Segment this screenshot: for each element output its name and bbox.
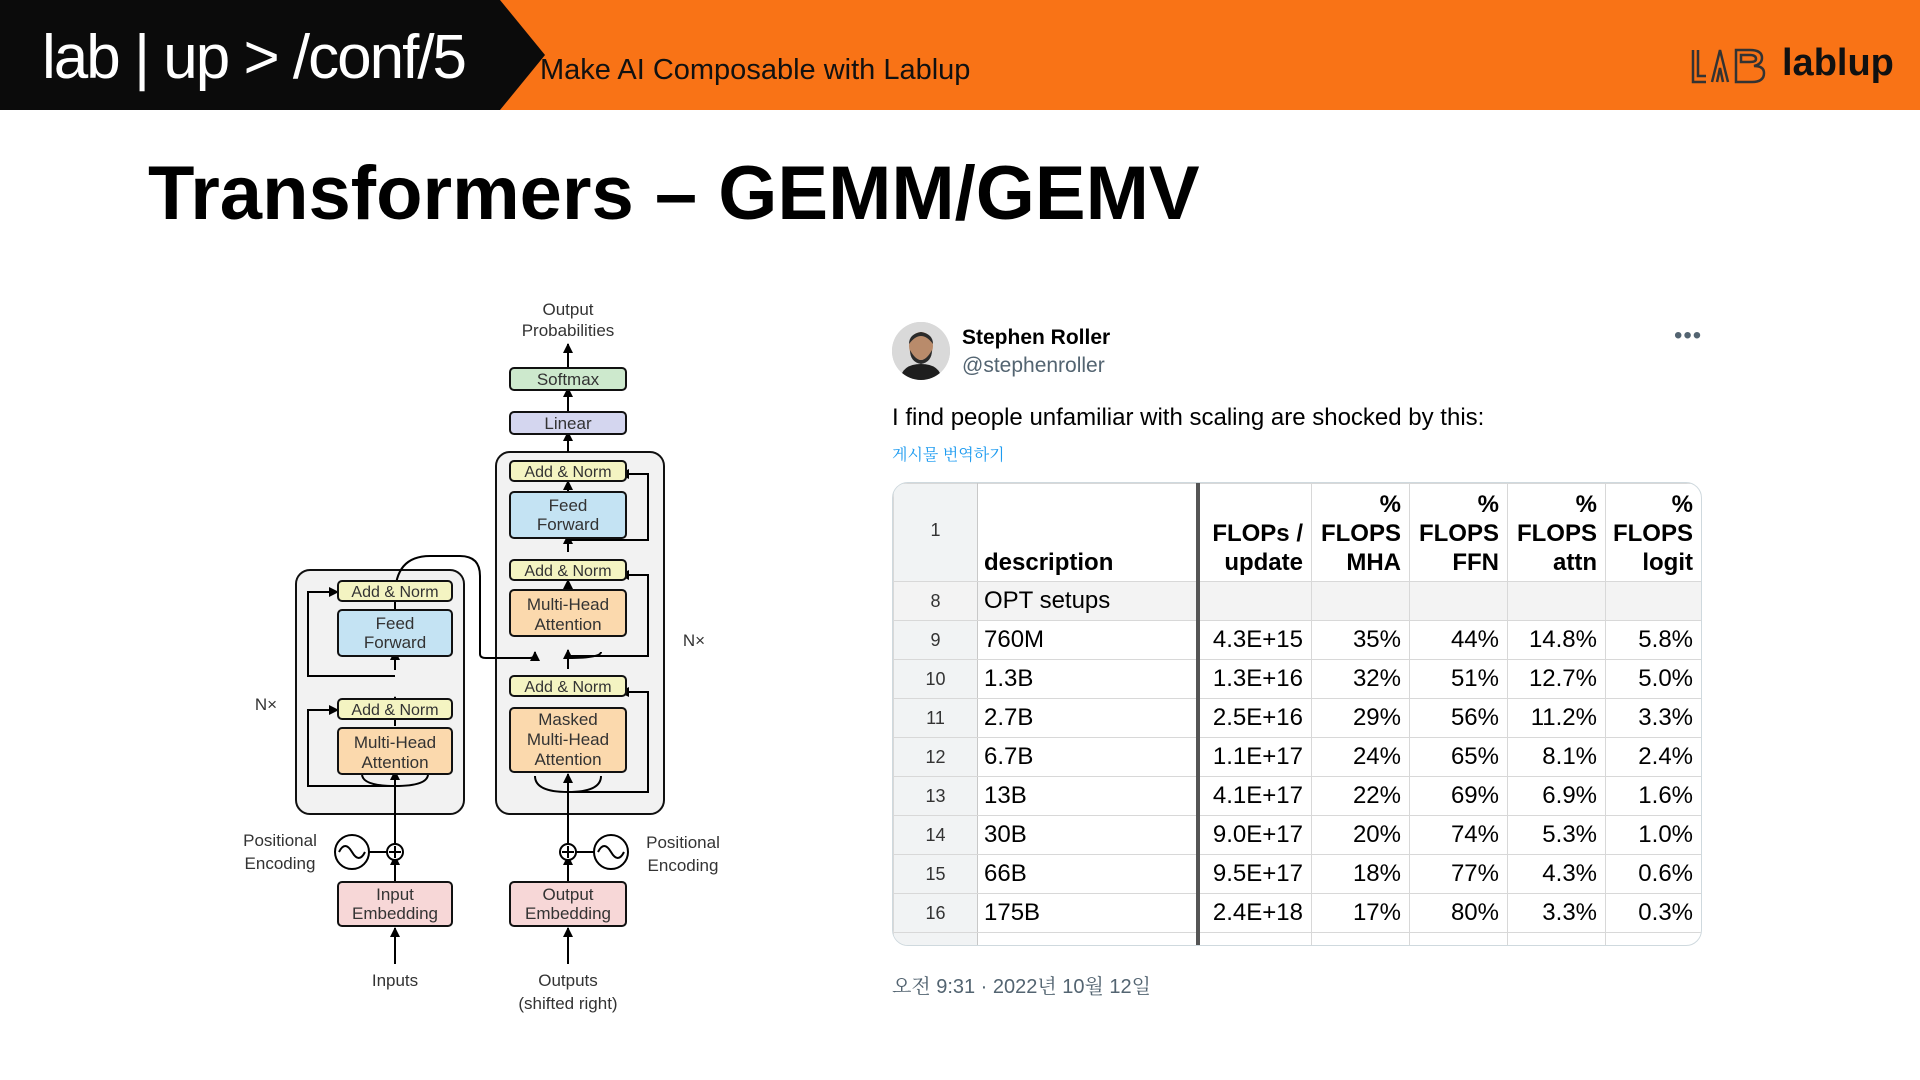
encoder-nx-label: N× [254,695,278,714]
decoder-feed-forward-label: Feed [548,496,588,515]
masked-mha-label-2: Multi-Head [526,730,610,749]
output-probabilities-label: Output [542,300,594,319]
masked-mha-label: Masked [538,710,598,729]
encoder-positional-label: Positional [243,831,317,850]
header-flops-logit: % FLOPS logit [1606,484,1702,582]
softmax-label: Softmax [536,370,600,389]
author-handle[interactable]: @stephenroller [962,354,1105,377]
table-row: 14 30B 9.0E+17 20% 74% 5.3% 1.0% [894,816,1702,855]
input-embedding-label-2: Embedding [351,904,439,923]
masked-mha-label-3: Attention [534,750,602,769]
output-embedding-label-2: Embedding [524,904,612,923]
header-flops-attn: % FLOPS attn [1508,484,1606,582]
lablup-logo-text: lablup [1782,42,1894,84]
header-flops-update: FLOPs / update [1198,484,1312,582]
inputs-label: Inputs [371,971,419,990]
lablup-logo-icon [1690,46,1772,86]
encoder-mha-label-2: Attention [361,753,429,772]
outputs-label-2: (shifted right) [518,994,618,1013]
avatar[interactable] [892,322,950,380]
user-avatar-icon [892,322,950,380]
table-header-row [894,484,1702,582]
table-row: 11 2.7B 2.5E+16 29% 56% 11.2% 3.3% [894,699,1702,738]
decoder-mha-label-2: Attention [534,615,602,634]
encoder-add-norm-1-label: Add & Norm [351,702,439,719]
table-row: 15 66B 9.5E+17 18% 77% 4.3% 0.6% [894,855,1702,894]
translate-post-link[interactable]: 게시물 번역하기 [892,447,1005,464]
more-dots-icon[interactable]: ••• [1674,322,1703,349]
header-row-number: 1 [894,484,978,582]
outputs-label: Outputs [538,971,598,990]
tweet-timestamp[interactable]: 오전 9:31 · 2022년 10월 12일 [892,976,1151,998]
decoder-positional-label-2: Encoding [647,856,719,875]
decoder-add-norm-2-label: Add & Norm [524,563,612,580]
transformer-architecture-diagram [230,296,750,1026]
encoder-feed-forward-label-2: Forward [363,633,427,652]
header-flops-mha: % FLOPS MHA [1312,484,1410,582]
decoder-positional-label: Positional [646,833,720,852]
group-row-label: OPT setups [978,582,1198,621]
table-row: 16 175B 2.4E+18 17% 80% 3.3% 0.3% [894,894,1702,933]
input-embedding-label: Input [376,885,414,904]
table-cut-row [894,933,1702,947]
table-row: 10 1.3B 1.3E+16 32% 51% 12.7% 5.0% [894,660,1702,699]
decoder-mha-label: Multi-Head [526,595,610,614]
tweet-card [892,322,1702,1012]
decoder-feed-forward-label-2: Forward [536,515,600,534]
header-flops-ffn: % FLOPS FFN [1410,484,1508,582]
table-row: 12 6.7B 1.1E+17 24% 65% 8.1% 2.4% [894,738,1702,777]
table-row: 9 760M 4.3E+15 35% 44% 14.8% 5.8% [894,621,1702,660]
encoder-block [296,570,464,814]
encoder-mha-label: Multi-Head [353,733,437,752]
decoder-add-norm-1-label: Add & Norm [524,679,612,696]
linear-label: Linear [544,414,592,433]
group-row-number: 8 [894,582,978,621]
decoder-nx-label: N× [682,631,706,650]
table-row: 13 13B 4.1E+17 22% 69% 6.9% 1.6% [894,777,1702,816]
slide-title: Transformers – GEMM/GEMV [148,151,1200,236]
flops-table-image[interactable] [892,482,1702,946]
conference-brand: lab | up > /conf/5 [42,23,466,92]
author-name[interactable]: Stephen Roller [962,326,1111,349]
table-group-row [894,582,1702,621]
encoder-add-norm-2-label: Add & Norm [351,584,439,601]
encoder-positional-label-2: Encoding [244,854,316,873]
flops-table [893,483,1702,946]
tweet-text: I find people unfamiliar with scaling are shocked by this: [892,404,1485,431]
output-probabilities-label-2: Probabilities [521,321,615,340]
decoder-add-norm-3-label: Add & Norm [524,464,612,481]
lablup-logo [1690,42,1894,88]
header-tagline: Make AI Composable with Lablup [540,54,971,86]
encoder-feed-forward-label: Feed [375,614,415,633]
header-bar [0,0,1920,110]
header-description: description [978,484,1198,582]
output-embedding-label: Output [542,885,594,904]
